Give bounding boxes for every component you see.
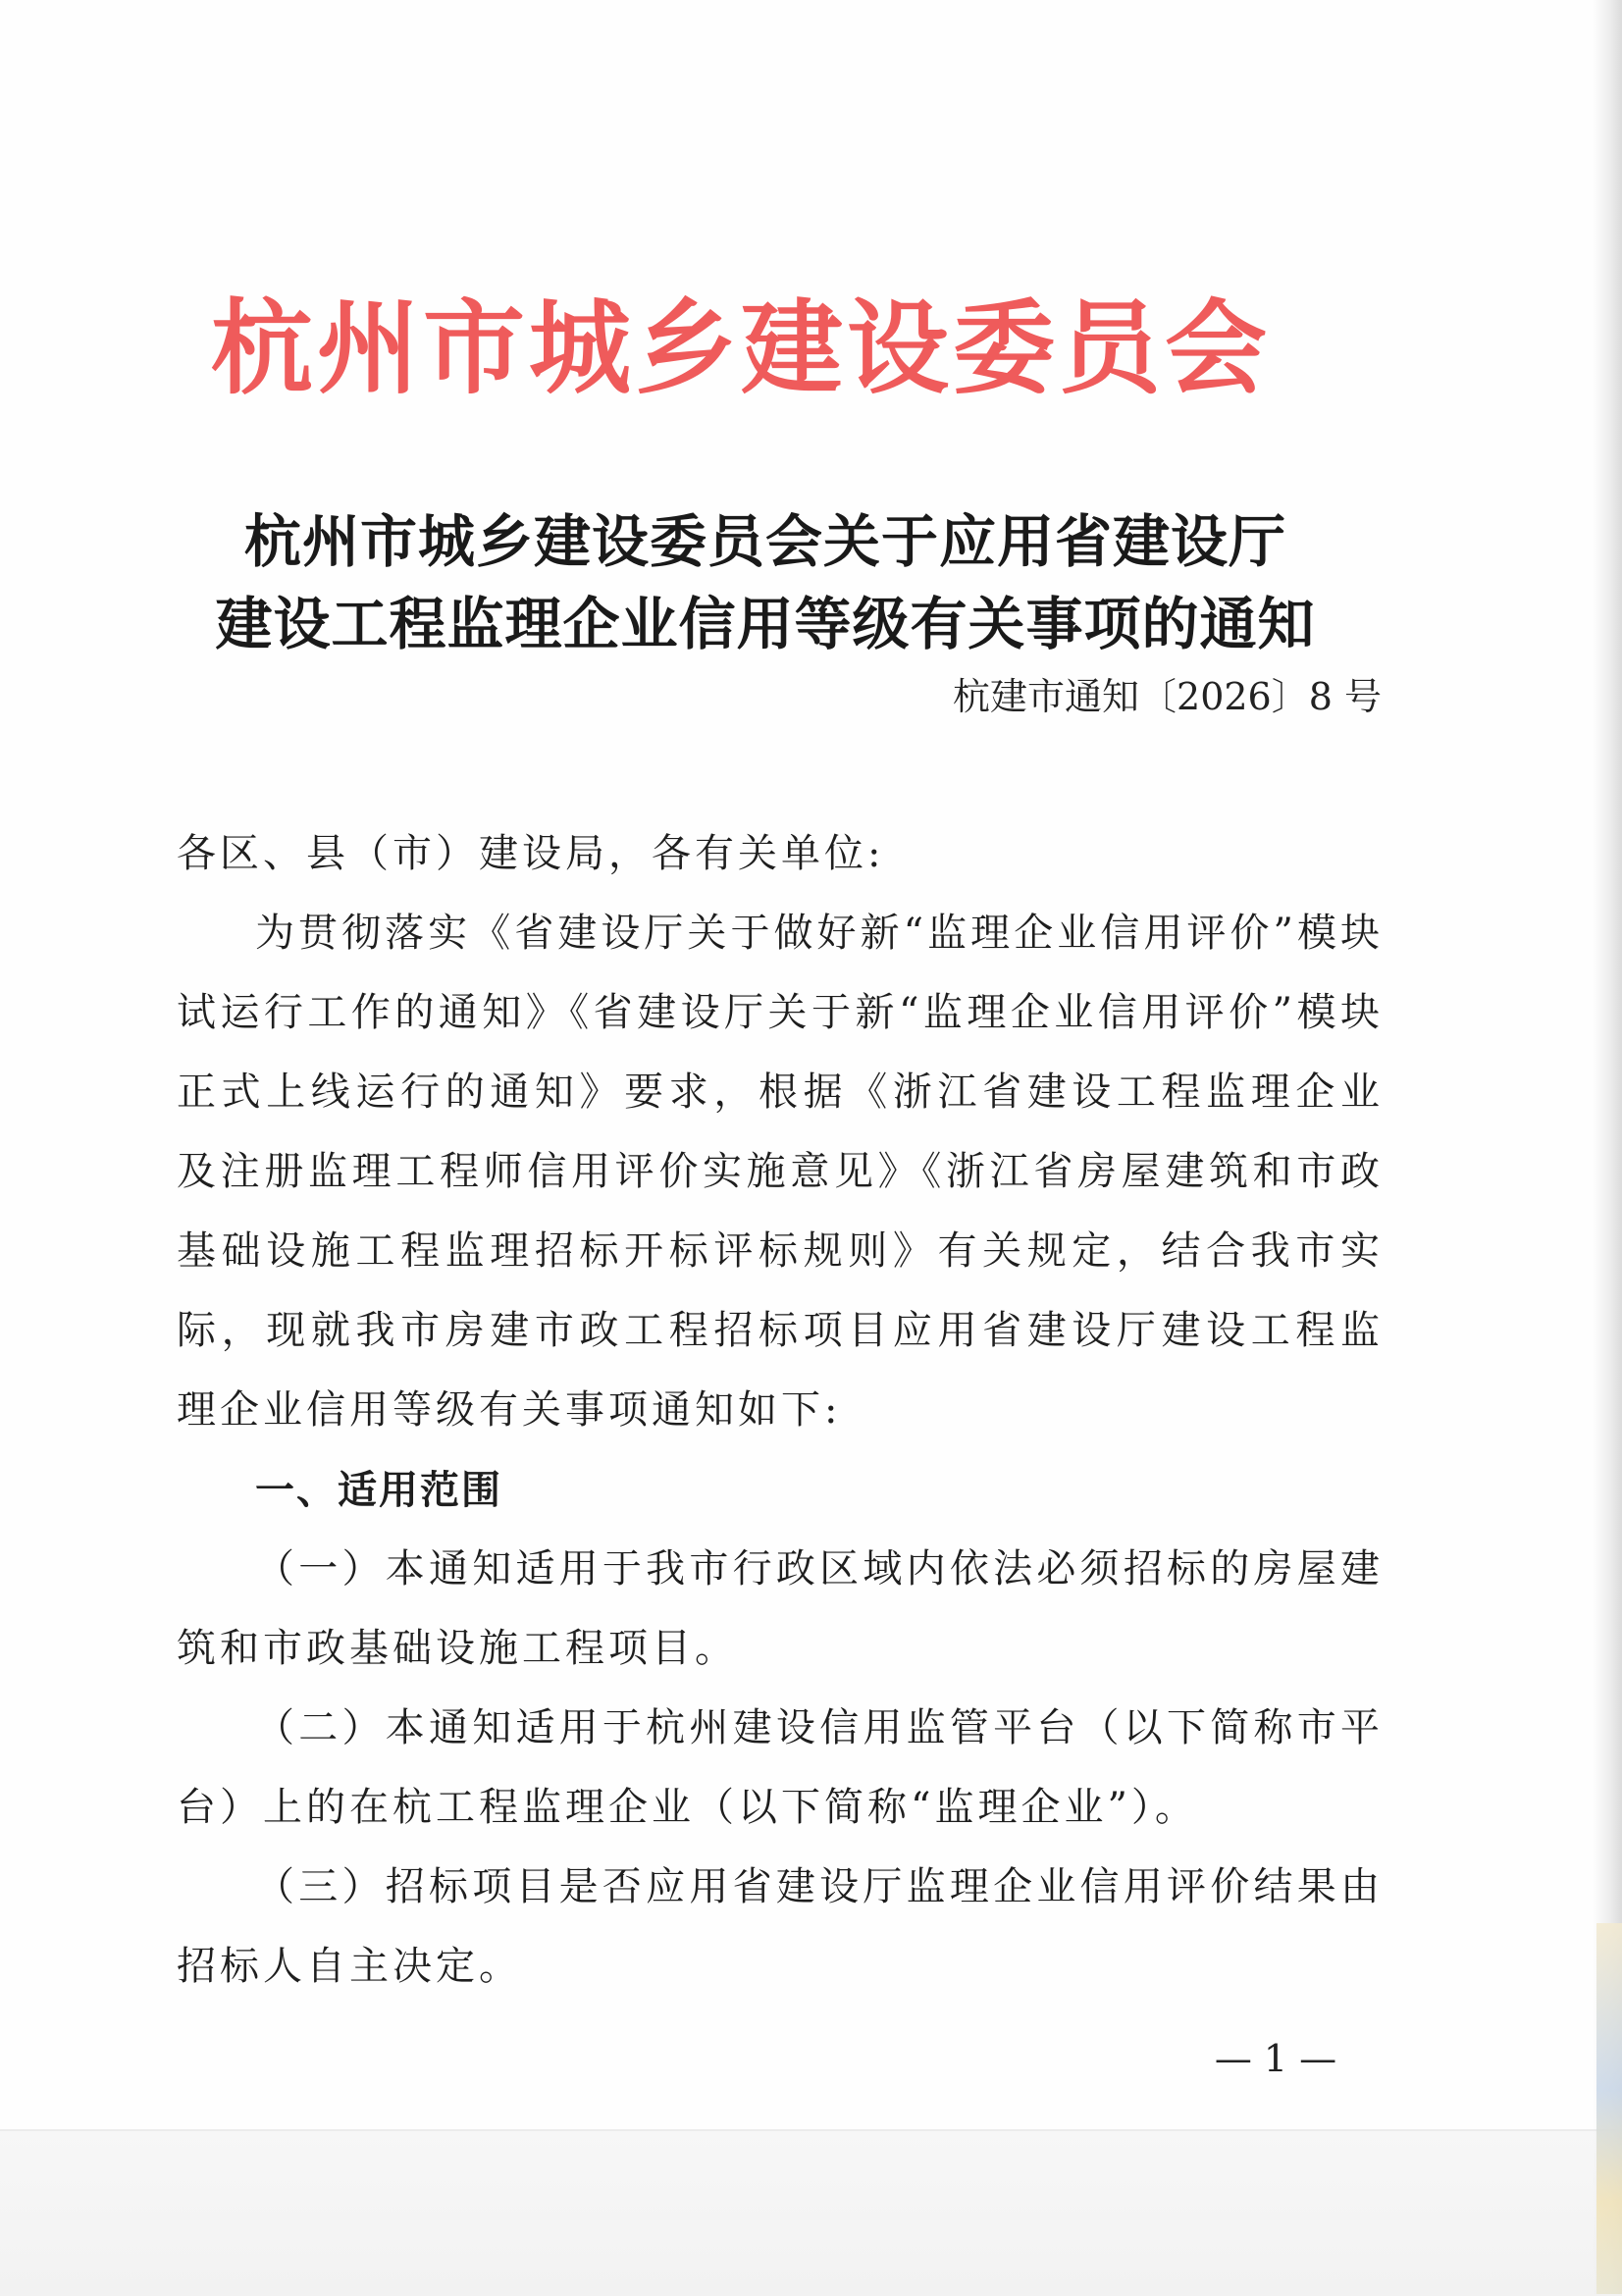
page-number: — 1 —	[1214, 2037, 1337, 2080]
scan-edge-color	[1596, 1923, 1622, 2294]
document-body	[177, 814, 1384, 2007]
section-item: （一）本通知适用于我市行政区域内依法必须招标的房屋建筑和市政基础设施工程项目。	[177, 1546, 1384, 1671]
section-heading: 一、适用范围	[255, 1467, 502, 1513]
red-masthead: 杭州市城乡建设委员会	[210, 287, 1271, 408]
document-title	[147, 500, 1384, 665]
title-line-2: 建设工程监理企业信用等级有关事项的通知	[215, 591, 1316, 657]
salutation: 各区、县（市）建设局，各有关单位:	[177, 831, 885, 876]
scan-bottom-band	[0, 2129, 1622, 2296]
title-line-1: 杭州市城乡建设委员会关于应用省建设厅	[243, 508, 1286, 575]
document-number: 杭建市通知〔2026〕8 号	[953, 675, 1382, 718]
intro-paragraph: 为贯彻落实《省建设厅关于做好新“监理企业信用评价”模块试运行工作的通知》《省建设厅关于新“监理企业信用评价”模块正式上线运行的通知》要求，根据《浙江省建设工程监理企业及注册监理工程师信用评价实施意见》《浙江省房屋建筑和市政基础设施工程监理招标开标评标规则》有关规定，结合我市实际，现就我市房建市政工程招标项目应用省建设厅建设工程监理企业信用等级有关事项通知如下:	[177, 911, 1384, 1433]
section-item: （三）招标项目是否应用省建设厅监理企业信用评价结果由招标人自主决定。	[177, 1864, 1384, 1989]
section-item: （二）本通知适用于杭州建设信用监管平台（以下简称市平台）上的在杭工程监理企业（以下简称“监理企业”）。	[177, 1705, 1384, 1830]
